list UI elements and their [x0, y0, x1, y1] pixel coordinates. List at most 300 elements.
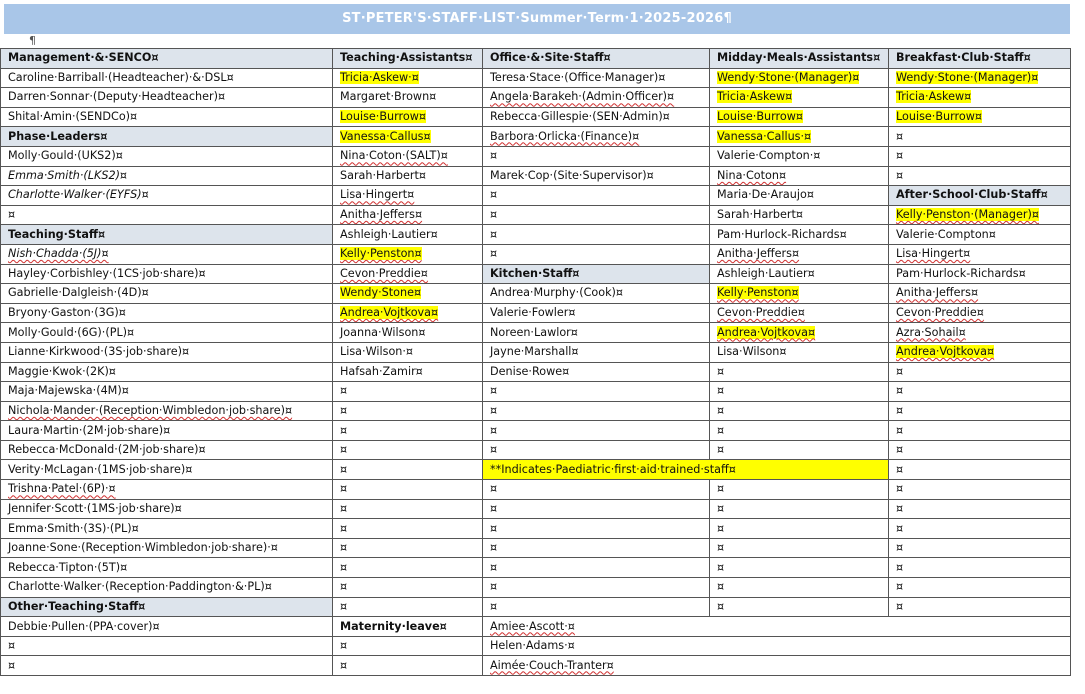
cell-text: Valerie·Compton·¤ [717, 149, 821, 163]
table-row [1, 146, 1071, 166]
table-cell[interactable] [333, 186, 483, 206]
table-cell[interactable] [710, 264, 889, 284]
table-row [1, 186, 1071, 206]
cell-text: Phase·Leaders¤ [8, 129, 108, 143]
table-cell[interactable] [1, 538, 333, 558]
cell-text: ¤ [717, 501, 725, 515]
cell-text: Darren·Sonnar·(Deputy·Headteacher)¤ [8, 90, 226, 104]
table-cell[interactable] [1, 578, 333, 598]
cell-text: Rebecca·McDonald·(2M·job·share)¤ [8, 443, 206, 457]
cell-text: ¤ [896, 423, 904, 437]
cell-text: ¤ [896, 462, 904, 476]
table-row [1, 519, 1071, 539]
table-cell[interactable] [889, 519, 1071, 539]
table-cell[interactable] [1, 440, 333, 460]
table-cell[interactable] [710, 146, 889, 166]
cell-text: ¤ [490, 188, 498, 202]
table-cell[interactable] [710, 88, 889, 108]
table-cell[interactable] [333, 88, 483, 108]
cell-text: ¤ [896, 168, 904, 182]
cell-text: ¤ [717, 599, 725, 613]
table-cell[interactable] [483, 107, 710, 127]
table-cell[interactable] [333, 323, 483, 343]
table-cell[interactable] [333, 519, 483, 539]
header-row [1, 49, 1071, 69]
cell-text: Nichola·Mander·(Reception·Wimbledon·job·share)¤ [8, 403, 293, 417]
cell-text: Aimée·Couch-Tranter¤ [490, 658, 614, 672]
table-cell[interactable] [333, 205, 483, 225]
table-cell[interactable] [889, 225, 1071, 245]
cell-text: ¤ [896, 541, 904, 555]
cell-text: Andrea·Vojtkova¤ [896, 345, 995, 359]
table-cell[interactable] [889, 264, 1071, 284]
table-row [1, 244, 1071, 264]
table-cell[interactable] [483, 617, 1071, 637]
cell-text: Wendy·Stone·(Manager)¤ [896, 70, 1039, 84]
cell-text: ¤ [717, 364, 725, 378]
table-cell[interactable] [1, 519, 333, 539]
cell-text: Nina·Coton¤ [717, 168, 787, 182]
cell-text: Gabrielle·Dalgleish·(4D)¤ [8, 286, 149, 300]
table-cell[interactable] [483, 597, 710, 617]
table-cell[interactable] [889, 538, 1071, 558]
table-cell[interactable] [333, 107, 483, 127]
table-row [1, 68, 1071, 88]
cell-text: ¤ [717, 482, 725, 496]
cell-text: ¤ [717, 560, 725, 574]
table-cell[interactable] [483, 382, 710, 402]
first-aid-note[interactable] [483, 460, 889, 480]
table-cell[interactable] [889, 558, 1071, 578]
cell-text: Louise·Burrow¤ [896, 110, 982, 124]
cell-text: ¤ [340, 658, 348, 672]
cell-text: ¤ [717, 521, 725, 535]
cell-text: ¤ [896, 482, 904, 496]
table-cell[interactable] [889, 88, 1071, 108]
table-cell[interactable] [1, 166, 333, 186]
cell-text: Noreen·Lawlor¤ [490, 325, 578, 339]
cell-text: Trishna·Patel·(6P)·¤ [8, 482, 116, 496]
table-cell[interactable] [333, 401, 483, 421]
table-cell[interactable] [710, 480, 889, 500]
cell-text: ¤ [490, 521, 498, 535]
cell-text: Sarah·Harbert¤ [340, 168, 427, 182]
table-cell[interactable] [710, 578, 889, 598]
table-cell[interactable] [1, 146, 333, 166]
cell-text: ¤ [896, 384, 904, 398]
table-cell[interactable] [333, 499, 483, 519]
cell-text: ¤ [896, 129, 904, 143]
cell-text: ¤ [340, 423, 348, 437]
office-site-staff-header: Office·&·Site·Staff¤ [483, 49, 710, 69]
table-cell[interactable] [333, 342, 483, 362]
cell-text: Lisa·Hingert¤ [896, 247, 971, 261]
cell-text: ¤ [490, 227, 498, 241]
cell-text: **Indicates·Paediatric·first·aid·trained·staff¤ [490, 462, 736, 476]
table-cell[interactable] [710, 166, 889, 186]
table-cell[interactable] [333, 421, 483, 441]
table-cell[interactable] [483, 362, 710, 382]
paragraph-mark: ¶ [29, 34, 36, 47]
table-cell[interactable] [710, 303, 889, 323]
table-cell[interactable] [483, 558, 710, 578]
table-cell[interactable] [333, 303, 483, 323]
table-cell[interactable] [710, 440, 889, 460]
table-cell[interactable] [710, 225, 889, 245]
table-row [1, 382, 1071, 402]
cell-text: Amiee·Ascott·¤ [490, 619, 575, 633]
table-cell[interactable] [710, 342, 889, 362]
table-cell[interactable] [889, 421, 1071, 441]
table-cell[interactable] [333, 225, 483, 245]
cell-text: Lisa·Wilson¤ [717, 345, 787, 359]
table-cell[interactable] [483, 499, 710, 519]
table-cell[interactable] [333, 362, 483, 382]
table-cell[interactable] [333, 382, 483, 402]
cell-text: Tricia·Askew·¤ [340, 70, 419, 84]
table-cell[interactable] [1, 382, 333, 402]
cell-text: Ashleigh·Lautier¤ [340, 227, 438, 241]
table-cell[interactable] [1, 107, 333, 127]
table-cell[interactable] [889, 303, 1071, 323]
table-cell[interactable] [1, 323, 333, 343]
table-cell[interactable] [889, 107, 1071, 127]
table-row [1, 88, 1071, 108]
table-cell[interactable] [333, 617, 483, 637]
table-cell[interactable] [483, 636, 1071, 656]
table-row [1, 264, 1071, 284]
cell-text: Shital·Amin·(SENDCo)¤ [8, 110, 138, 124]
table-row [1, 440, 1071, 460]
cell-text: Rebecca·Gillespie·(SEN·Admin)¤ [490, 110, 670, 124]
table-cell[interactable] [483, 146, 710, 166]
cell-text: ¤ [896, 501, 904, 515]
cell-text: Hayley·Corbishley·(1CS·job·share)¤ [8, 266, 206, 280]
table-row [1, 656, 1071, 676]
table-row [1, 284, 1071, 304]
table-cell[interactable] [1, 558, 333, 578]
table-cell[interactable] [1, 244, 333, 264]
table-cell[interactable] [889, 460, 1071, 480]
cell-text: ¤ [717, 541, 725, 555]
table-cell[interactable] [483, 480, 710, 500]
table-row [1, 401, 1071, 421]
table-cell[interactable] [483, 421, 710, 441]
table-cell[interactable] [333, 68, 483, 88]
table-row [1, 127, 1071, 147]
cell-text: Valerie·Fowler¤ [490, 306, 576, 320]
cell-text: ¤ [896, 403, 904, 417]
cell-text: Jayne·Marshall¤ [490, 345, 579, 359]
table-cell[interactable] [889, 362, 1071, 382]
table-cell[interactable] [483, 323, 710, 343]
cell-text: ¤ [490, 599, 498, 613]
cell-text: ¤ [490, 247, 498, 261]
cell-text: Valerie·Compton¤ [896, 227, 996, 241]
table-cell[interactable] [333, 636, 483, 656]
cell-text: ¤ [340, 599, 348, 613]
table-row [1, 323, 1071, 343]
table-row [1, 421, 1071, 441]
cell-text: Laura·Martin·(2M·job·share)¤ [8, 423, 171, 437]
staff-list-table [0, 48, 1071, 676]
cell-text: Andrea·Murphy·(Cook)¤ [490, 286, 624, 300]
table-cell[interactable] [710, 68, 889, 88]
table-cell[interactable] [333, 480, 483, 500]
table-cell[interactable] [710, 401, 889, 421]
cell-text: ¤ [717, 403, 725, 417]
table-cell[interactable] [1, 303, 333, 323]
table-cell[interactable] [1, 127, 333, 147]
breakfast-club-staff-header: Breakfast·Club·Staff¤ [889, 49, 1071, 69]
table-cell[interactable] [483, 440, 710, 460]
table-cell[interactable] [483, 186, 710, 206]
cell-text: ¤ [490, 580, 498, 594]
cell-text: Helen·Adams·¤ [490, 639, 575, 653]
cell-text: ¤ [896, 521, 904, 535]
cell-text: Louise·Burrow¤ [340, 110, 426, 124]
cell-text: Louise·Burrow¤ [717, 110, 803, 124]
cell-text: Lisa·Wilson·¤ [340, 345, 414, 359]
table-cell[interactable] [710, 323, 889, 343]
table-cell[interactable] [1, 284, 333, 304]
table-cell[interactable] [889, 68, 1071, 88]
cell-text: Tricia·Askew¤ [717, 90, 793, 104]
cell-text: Anitha·Jeffers¤ [896, 286, 979, 300]
table-cell[interactable] [710, 107, 889, 127]
cell-text: ¤ [340, 541, 348, 555]
cell-text: After·School·Club·Staff¤ [896, 188, 1048, 202]
cell-text: ¤ [490, 384, 498, 398]
table-cell[interactable] [1, 499, 333, 519]
cell-text: Teresa·Stace·(Office·Manager)¤ [490, 70, 666, 84]
table-cell[interactable] [889, 597, 1071, 617]
table-cell[interactable] [889, 244, 1071, 264]
table-row [1, 538, 1071, 558]
table-cell[interactable] [333, 244, 483, 264]
table-cell[interactable] [710, 362, 889, 382]
table-cell[interactable] [710, 205, 889, 225]
table-cell[interactable] [333, 284, 483, 304]
table-cell[interactable] [1, 401, 333, 421]
table-cell[interactable] [333, 264, 483, 284]
table-cell[interactable] [483, 303, 710, 323]
table-cell[interactable] [483, 127, 710, 147]
table-cell[interactable] [889, 166, 1071, 186]
table-cell[interactable] [333, 578, 483, 598]
cell-text: Rebecca·Tipton·(5T)¤ [8, 560, 128, 574]
table-cell[interactable] [889, 146, 1071, 166]
table-cell[interactable] [483, 284, 710, 304]
cell-text: ¤ [340, 639, 348, 653]
cell-text: Caroline·Barriball·(Headteacher)·&·DSL¤ [8, 70, 234, 84]
table-cell[interactable] [1, 460, 333, 480]
cell-text: Cevon·Preddie¤ [896, 306, 984, 320]
table-cell[interactable] [483, 205, 710, 225]
table-row [1, 303, 1071, 323]
cell-text: ¤ [340, 403, 348, 417]
table-cell[interactable] [483, 401, 710, 421]
midday-meals-assistants-header: Midday·Meals·Assistants¤ [710, 49, 889, 69]
cell-text: Cevon·Preddie¤ [340, 266, 428, 280]
cell-text: Anitha·Jeffers¤ [340, 208, 423, 222]
table-cell[interactable] [1, 88, 333, 108]
table-cell[interactable] [1, 225, 333, 245]
cell-text: Jennifer·Scott·(1MS·job·share)¤ [8, 501, 182, 515]
cell-text: ¤ [340, 521, 348, 535]
table-row [1, 166, 1071, 186]
table-cell[interactable] [889, 382, 1071, 402]
table-cell[interactable] [1, 186, 333, 206]
table-cell[interactable] [333, 127, 483, 147]
cell-text: Wendy·Stone·(Manager)¤ [717, 70, 860, 84]
table-cell[interactable] [333, 166, 483, 186]
table-cell[interactable] [333, 538, 483, 558]
table-row [1, 460, 1071, 480]
cell-text: Hafsah·Zamir¤ [340, 364, 423, 378]
cell-text: Maggie·Kwok·(2K)¤ [8, 364, 116, 378]
table-cell[interactable] [483, 519, 710, 539]
table-cell[interactable] [483, 656, 1071, 676]
cell-text: Maria·De·Araujo¤ [717, 188, 814, 202]
document-title: ST·PETER'S·STAFF·LIST·Summer·Term·1·2025-2026¶ [4, 4, 1070, 34]
cell-text: ¤ [490, 403, 498, 417]
table-cell[interactable] [889, 186, 1071, 206]
cell-text: ¤ [340, 482, 348, 496]
cell-text: Joanne·Sone·(Reception·Wimbledon·job·share)·¤ [8, 541, 278, 555]
table-cell[interactable] [710, 597, 889, 617]
table-cell[interactable] [483, 342, 710, 362]
table-cell[interactable] [483, 88, 710, 108]
table-cell[interactable] [710, 519, 889, 539]
table-cell[interactable] [889, 342, 1071, 362]
table-cell[interactable] [710, 558, 889, 578]
cell-text: Charlotte·Walker·(EYFS)¤ [8, 188, 149, 202]
table-cell[interactable] [710, 186, 889, 206]
table-cell[interactable] [1, 480, 333, 500]
table-row [1, 480, 1071, 500]
table-cell[interactable] [483, 264, 710, 284]
cell-text: Vanessa·Callus·¤ [717, 129, 812, 143]
cell-text: ¤ [340, 580, 348, 594]
cell-text: Lianne·Kirkwood·(3S·job·share)¤ [8, 345, 190, 359]
cell-text: ¤ [490, 501, 498, 515]
table-cell[interactable] [1, 362, 333, 382]
table-cell[interactable] [333, 460, 483, 480]
cell-text: Debbie·Pullen·(PPA·cover)¤ [8, 619, 160, 633]
cell-text: ¤ [896, 364, 904, 378]
table-cell[interactable] [1, 656, 333, 676]
table-cell[interactable] [889, 284, 1071, 304]
table-cell[interactable] [1, 264, 333, 284]
cell-text: Denise·Rowe¤ [490, 364, 570, 378]
cell-text: ¤ [717, 384, 725, 398]
table-cell[interactable] [1, 342, 333, 362]
table-cell[interactable] [889, 578, 1071, 598]
cell-text: ¤ [490, 208, 498, 222]
table-cell[interactable] [710, 284, 889, 304]
table-cell[interactable] [889, 205, 1071, 225]
cell-text: Joanna·Wilson¤ [340, 325, 426, 339]
cell-text: ¤ [896, 580, 904, 594]
cell-text: Emma·Smith·(3S)·(PL)¤ [8, 521, 139, 535]
table-cell[interactable] [1, 597, 333, 617]
cell-text: Azra·Sohail¤ [896, 325, 966, 339]
table-cell[interactable] [889, 323, 1071, 343]
cell-text: Nina·Coton·(SALT)¤ [340, 149, 448, 163]
table-cell[interactable] [710, 499, 889, 519]
cell-text: ¤ [340, 443, 348, 457]
table-cell[interactable] [889, 401, 1071, 421]
table-cell[interactable] [889, 499, 1071, 519]
cell-text: Sarah·Harbert¤ [717, 208, 804, 222]
table-cell[interactable] [889, 440, 1071, 460]
table-cell[interactable] [483, 538, 710, 558]
cell-text: ¤ [8, 208, 16, 222]
table-row [1, 225, 1071, 245]
table-cell[interactable] [333, 597, 483, 617]
cell-text: ¤ [717, 580, 725, 594]
table-cell[interactable] [333, 146, 483, 166]
table-cell[interactable] [710, 421, 889, 441]
cell-text: Vanessa·Callus¤ [340, 129, 431, 143]
table-cell[interactable] [710, 382, 889, 402]
cell-text: Kelly·Penston¤ [340, 247, 422, 261]
cell-text: Verity·McLagan·(1MS·job·share)¤ [8, 462, 193, 476]
cell-text: Teaching·Staff¤ [8, 227, 106, 241]
management-senco-header: Management·&·SENCO¤ [1, 49, 333, 69]
table-cell[interactable] [483, 225, 710, 245]
table-cell[interactable] [889, 127, 1071, 147]
cell-text: ¤ [490, 482, 498, 496]
table-cell[interactable] [710, 538, 889, 558]
table-row [1, 597, 1071, 617]
cell-text: Andrea·Vojtkova¤ [717, 325, 816, 339]
table-cell[interactable] [889, 480, 1071, 500]
table-row [1, 205, 1071, 225]
table-cell[interactable] [483, 166, 710, 186]
table-cell[interactable] [1, 617, 333, 637]
cell-text: Wendy·Stone¤ [340, 286, 422, 300]
cell-text: ¤ [8, 639, 16, 653]
cell-text: Lisa·Hingert¤ [340, 188, 415, 202]
cell-text: ¤ [340, 462, 348, 476]
table-cell[interactable] [333, 558, 483, 578]
cell-text: ¤ [490, 423, 498, 437]
cell-text: Maja·Majewska·(4M)¤ [8, 384, 129, 398]
cell-text: ¤ [490, 443, 498, 457]
cell-text: ¤ [490, 149, 498, 163]
table-cell[interactable] [483, 68, 710, 88]
cell-text: Kelly·Penston¤ [717, 286, 799, 300]
cell-text: ¤ [340, 384, 348, 398]
table-cell[interactable] [1, 68, 333, 88]
table-cell[interactable] [1, 205, 333, 225]
table-row [1, 636, 1071, 656]
table-cell[interactable] [483, 244, 710, 264]
table-cell[interactable] [710, 127, 889, 147]
table-row [1, 362, 1071, 382]
teaching-assistants-header: Teaching·Assistants¤ [333, 49, 483, 69]
table-cell[interactable] [1, 421, 333, 441]
cell-text: Kelly·Penston·(Manager)¤ [896, 208, 1039, 222]
table-cell[interactable] [333, 656, 483, 676]
table-cell[interactable] [483, 578, 710, 598]
table-cell[interactable] [333, 440, 483, 460]
table-cell[interactable] [1, 636, 333, 656]
cell-text: ¤ [896, 443, 904, 457]
table-cell[interactable] [710, 244, 889, 264]
